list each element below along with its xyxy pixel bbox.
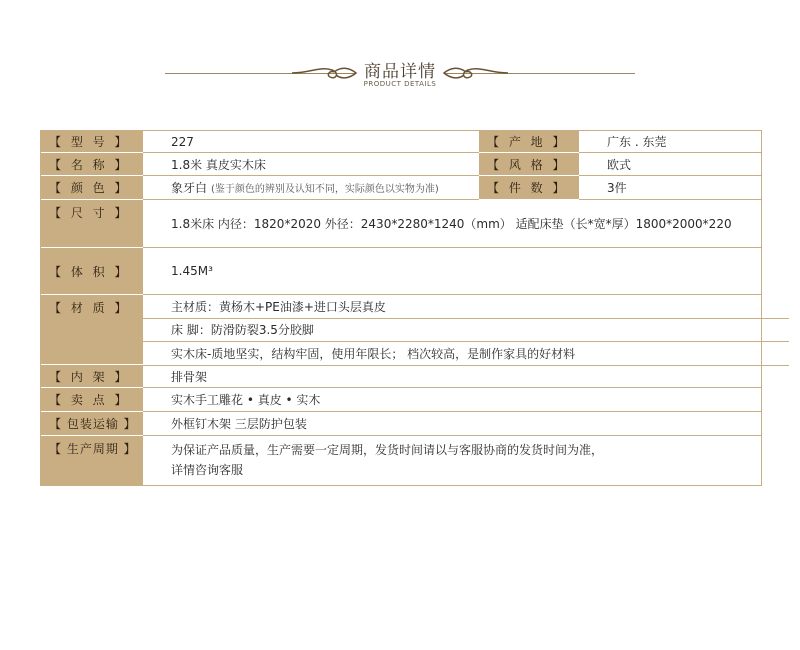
label-material: 【 材 质 】: [41, 295, 143, 365]
value-style: 欧式: [579, 153, 761, 176]
section-subtitle: PRODUCT DETAILS: [363, 80, 437, 88]
production-line-2: 详情咨询客服: [171, 463, 244, 477]
material-lines: [143, 295, 761, 365]
label-model: 【 型 号 】: [41, 131, 143, 153]
color-note: (鉴于颜色的辨别及认知不同，实际颜色以实物为准): [211, 184, 439, 195]
label-selling: 【 卖 点 】: [41, 388, 143, 412]
label-packaging: 【 包装运输 】: [41, 412, 143, 436]
label-frame: 【 内 架 】: [41, 365, 143, 388]
label-size: 【 尺 寸 】: [41, 200, 143, 248]
label-style: 【 风 格 】: [479, 153, 579, 176]
row-model: [41, 131, 761, 153]
row-name: [41, 153, 761, 176]
value-pieces: 3件: [579, 176, 761, 200]
section-title: 商品详情: [364, 62, 436, 82]
material-line-1: 主材质：黄杨木+PE油漆+进口头层真皮: [143, 295, 789, 319]
label-color: 【 颜 色 】: [41, 176, 143, 200]
material-line-2: 床 脚：防滑防裂3.5分胶脚: [143, 318, 789, 342]
label-pieces: 【 件 数 】: [479, 176, 579, 200]
value-selling: 实木手工雕花 • 真皮 • 实木: [143, 388, 761, 412]
material-line-3: 实木床-质地坚实，结构牢固，使用年限长； 档次较高，是制作家具的好材料: [143, 341, 789, 366]
value-frame: 排骨架: [143, 365, 761, 388]
row-production: [41, 436, 761, 485]
row-size: [41, 200, 761, 248]
label-volume: 【 体 积 】: [41, 248, 143, 295]
row-color: [41, 176, 761, 200]
product-details-table: [40, 130, 762, 486]
label-origin: 【 产 地 】: [479, 131, 579, 153]
value-volume: 1.45M³: [143, 248, 761, 295]
label-production: 【 生产周期 】: [41, 436, 143, 485]
label-name: 【 名 称 】: [41, 153, 143, 176]
value-origin: 广东 . 东莞: [579, 131, 761, 153]
production-line-1: 为保证产品质量，生产需要一定周期，发货时间请以与客服协商的发货时间为准，: [171, 443, 604, 457]
row-selling: [41, 388, 761, 412]
value-packaging: 外框钉木架 三层防护包装: [143, 412, 761, 436]
row-packaging: [41, 412, 761, 436]
row-volume: [41, 248, 761, 295]
value-production: [143, 436, 761, 485]
value-color: [143, 176, 479, 200]
flourish-right-icon: [440, 62, 510, 84]
value-name: 1.8米 真皮实木床: [143, 153, 479, 176]
color-value: 象牙白: [171, 181, 208, 195]
row-material: [41, 295, 761, 365]
value-model: 227: [143, 131, 479, 153]
row-frame: [41, 365, 761, 388]
section-header: [0, 0, 800, 110]
value-size: 1.8米床 内径：1820*2020 外径：2430*2280*1240（mm） 适配床垫（长*宽*厚）1800*2000*220: [143, 200, 761, 248]
